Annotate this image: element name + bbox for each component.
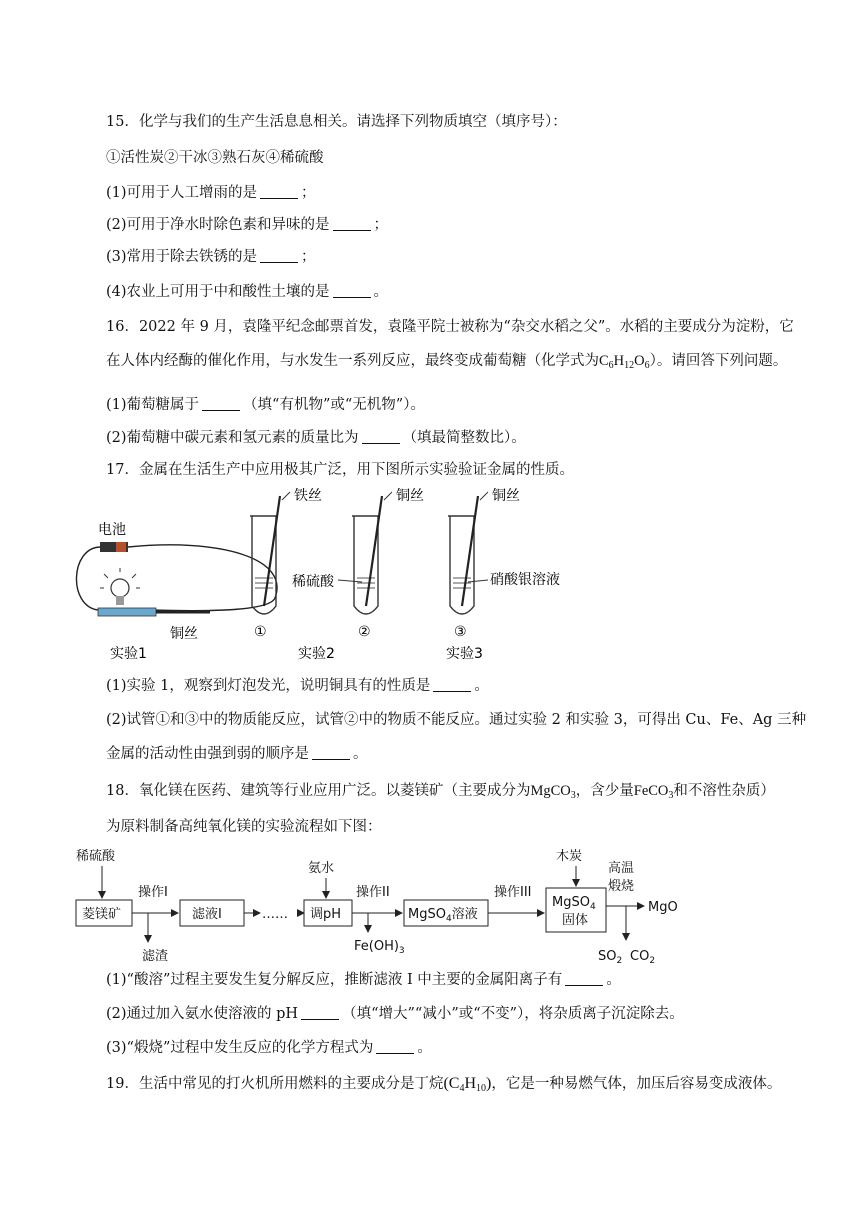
glucose-formula: $C_6H_{12}O_6$ <box>599 353 650 371</box>
adjust-ph-label: 调pH <box>310 907 342 922</box>
q17-part1: (1)实验 1，观察到灯泡发光，说明铜具有的性质是 。 <box>106 678 489 694</box>
q15-part4: (4)农业上可用于中和酸性土壤的是 。 <box>106 284 389 300</box>
acid-input-label: 稀硫酸 <box>76 849 116 864</box>
feoh3-label: $Fe(OH)_3$ <box>354 939 405 956</box>
butane-formula: $(C_4H_{10})$ <box>443 1075 492 1094</box>
q15-part2: (2)可用于净水时除色素和异味的是 ； <box>106 217 389 233</box>
answer-blank[interactable] <box>333 216 371 231</box>
q18-part1: (1)“酸溶”过程主要发生复分解反应，推断滤液 I 中主要的金属阳离子有 。 <box>106 972 621 988</box>
so2-label: $SO_2$ <box>598 949 623 966</box>
feco3-formula: FeCO$_3$ <box>633 783 674 801</box>
exp2-label: 实验2 <box>298 646 335 662</box>
battery-label: 电池 <box>98 522 126 538</box>
q17-stem: 17．金属在生活生产中应用极其广泛，用下图所示实验验证金属的性质。 <box>106 462 574 478</box>
answer-blank[interactable] <box>376 1039 414 1054</box>
iron-wire-label: 铁丝 <box>294 488 322 504</box>
answer-blank[interactable] <box>202 396 240 411</box>
mgo-label: MgO <box>648 900 678 915</box>
q16-part1: (1)葡萄糖属于 （填“有机物”或“无机物”）。 <box>106 397 425 413</box>
q16-stem-line2: 在人体内经酶的催化作用，与水发生一系列反应，最终变成葡萄糖（化学式为$C_6H_{12}O_6$）。请回答下列问题。 <box>106 353 788 371</box>
q18-part3: (3)“煅烧”过程中发生反应的化学方程式为 。 <box>106 1040 432 1056</box>
experiment-figure <box>70 488 590 668</box>
answer-blank[interactable] <box>433 677 471 692</box>
bulb-base <box>98 608 156 616</box>
q15-options: ①活性炭②干冰③熟石灰④稀硫酸 <box>106 150 324 166</box>
q19-stem: 19．生活中常见的打火机所用燃料的主要成分是丁烷$(C_4H_{10})$，它是一种易燃气体，加压后容易变成液体。 <box>106 1075 782 1094</box>
op1-label: 操作I <box>138 885 168 900</box>
mgso4-solution-label: MgSO$_4$溶液 <box>408 907 478 924</box>
co2-label: $CO_2$ <box>630 949 656 966</box>
tube1-number: ① <box>254 624 267 640</box>
answer-blank[interactable] <box>312 745 350 760</box>
charcoal-label: 木炭 <box>556 849 583 864</box>
copper-wire-label-2: 铜丝 <box>396 488 424 504</box>
dilute-acid-label: 稀硫酸 <box>292 574 334 590</box>
answer-blank[interactable] <box>333 283 371 298</box>
mgso4-solid-label: MgSO$_4$ <box>552 895 596 912</box>
process-flow-diagram <box>70 842 710 972</box>
exp1-label: 实验1 <box>110 646 147 662</box>
op2-label: 操作II <box>356 885 390 900</box>
mgco3-formula: MgCO$_3$ <box>530 783 576 801</box>
ammonia-label: 氨水 <box>308 861 335 876</box>
solid-label: 固体 <box>562 913 589 928</box>
tube3-number: ③ <box>454 624 467 640</box>
copper-wire-label-3: 铜丝 <box>492 488 520 504</box>
silver-nitrate-label: 硝酸银溶液 <box>490 572 560 588</box>
q16-part2: (2)葡萄糖中碳元素和氢元素的质量比为 （填最简整数比）。 <box>106 430 526 446</box>
copper-wire-label-1: 铜丝 <box>170 626 198 642</box>
q18-stem-line1: 18．氧化镁在医药、建筑等行业应用广泛。以菱镁矿（主要成分为MgCO$_3$，含少量FeCO$_3$和不溶性杂质） <box>106 783 775 801</box>
q15-part3: (3)常用于除去铁锈的是 ； <box>106 249 316 265</box>
answer-blank[interactable] <box>362 429 400 444</box>
calcine-label: 煅烧 <box>608 879 635 894</box>
q18-part2: (2)通过加入氨水使溶液的 pH （填“增大”“减小”或“不变”），将杂质离子沉淀除去。 <box>106 1006 684 1022</box>
q15-stem: 15．化学与我们的生产生活息息相关。请选择下列物质填空（填序号）： <box>106 114 567 130</box>
ellipsis-label: …… <box>262 907 288 922</box>
exp3-label: 实验3 <box>446 646 483 662</box>
q15-part1: (1)可用于人工增雨的是 ； <box>106 185 316 201</box>
residue-label: 滤渣 <box>142 949 169 964</box>
q17-part2-line1: (2)试管①和③中的物质能反应，试管②中的物质不能反应。通过实验 2 和实验 3，可得出 Cu、Fe、Ag 三种 <box>106 712 807 728</box>
high-temp-label: 高温 <box>608 861 635 876</box>
bulb-icon <box>111 579 129 597</box>
op3-label: 操作III <box>494 885 532 900</box>
answer-blank[interactable] <box>565 971 603 986</box>
answer-blank[interactable] <box>301 1005 339 1020</box>
ore-label: 菱镁矿 <box>82 907 122 922</box>
q16-stem-line1: 16．2022 年 9 月，袁隆平纪念邮票首发，袁隆平院士被称为“杂交水稻之父”。水稻的主要成分为淀粉，它 <box>106 319 794 335</box>
q17-part2-line2: 金属的活动性由强到弱的顺序是 。 <box>106 746 368 762</box>
answer-blank[interactable] <box>260 248 298 263</box>
tube2-number: ② <box>358 624 371 640</box>
q18-stem-line2: 为原料制备高纯氧化镁的实验流程如下图： <box>106 819 382 835</box>
filtrate-label: 滤液I <box>192 907 222 922</box>
answer-blank[interactable] <box>260 184 298 199</box>
